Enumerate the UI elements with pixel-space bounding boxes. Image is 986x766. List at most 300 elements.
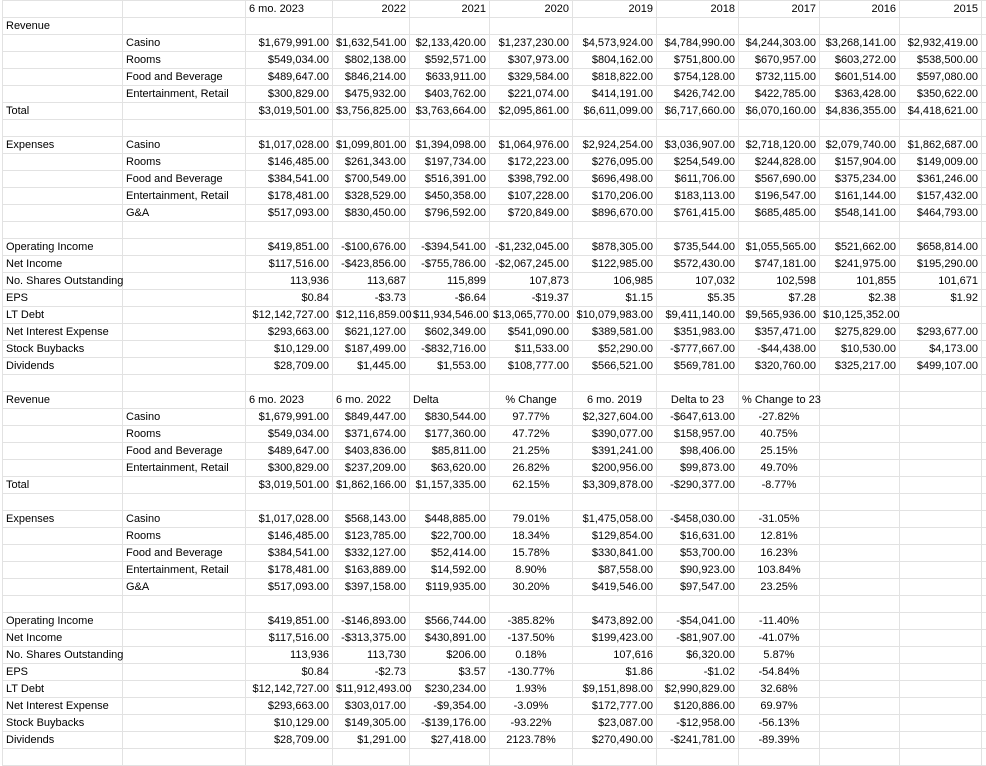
- value-cell[interactable]: $244,828.00: [739, 154, 820, 171]
- value-cell[interactable]: $3,756,825.00: [333, 103, 410, 120]
- value-cell[interactable]: $754,128.00: [657, 69, 739, 86]
- empty-cell[interactable]: [982, 409, 986, 426]
- value-cell[interactable]: -31.05%: [739, 511, 820, 528]
- value-cell[interactable]: $12,116,859.00: [333, 307, 410, 324]
- empty-cell[interactable]: [900, 392, 982, 409]
- value-cell[interactable]: $197,734.00: [410, 154, 490, 171]
- value-cell[interactable]: $6,717,660.00: [657, 103, 739, 120]
- value-cell[interactable]: $178,481.00: [246, 188, 333, 205]
- value-cell[interactable]: $384,541.00: [246, 545, 333, 562]
- row-sublabel-cell[interactable]: G&A: [123, 205, 246, 222]
- row-label-cell[interactable]: No. Shares Outstanding: [3, 273, 123, 290]
- empty-cell[interactable]: [900, 375, 982, 392]
- value-cell[interactable]: $4,573,924.00: [573, 35, 657, 52]
- value-cell[interactable]: -$241,781.00: [657, 732, 739, 749]
- value-cell[interactable]: 107,032: [657, 273, 739, 290]
- value-cell[interactable]: 1.93%: [490, 681, 573, 698]
- row-label-cell[interactable]: Revenue: [3, 392, 123, 409]
- row-sublabel-cell[interactable]: Entertainment, Retail: [123, 188, 246, 205]
- value-cell[interactable]: $4,784,990.00: [657, 35, 739, 52]
- value-cell[interactable]: $1,862,166.00: [333, 477, 410, 494]
- value-cell[interactable]: $1,017,028.00: [246, 511, 333, 528]
- value-cell[interactable]: -56.13%: [739, 715, 820, 732]
- value-cell[interactable]: $2,095,861.00: [490, 103, 573, 120]
- value-cell[interactable]: $804,162.00: [573, 52, 657, 69]
- value-cell[interactable]: $389,581.00: [573, 324, 657, 341]
- empty-cell[interactable]: [900, 222, 982, 239]
- value-cell[interactable]: $1,679,991.00: [246, 409, 333, 426]
- empty-cell[interactable]: [820, 443, 900, 460]
- empty-cell[interactable]: [820, 477, 900, 494]
- value-cell[interactable]: 18.34%: [490, 528, 573, 545]
- row-sublabel-cell[interactable]: Rooms: [123, 528, 246, 545]
- value-cell[interactable]: $363,428.00: [820, 86, 900, 103]
- empty-cell[interactable]: [900, 596, 982, 613]
- empty-cell[interactable]: [982, 324, 986, 341]
- value-cell[interactable]: $146,485.00: [246, 528, 333, 545]
- value-cell[interactable]: $293,663.00: [246, 698, 333, 715]
- value-cell[interactable]: $685,485.00: [739, 205, 820, 222]
- value-cell[interactable]: 97.77%: [490, 409, 573, 426]
- value-cell[interactable]: $761,415.00: [657, 205, 739, 222]
- value-cell[interactable]: $384,541.00: [246, 171, 333, 188]
- empty-cell[interactable]: [410, 596, 490, 613]
- empty-cell[interactable]: [246, 749, 333, 766]
- row-label-cell[interactable]: Operating Income: [3, 613, 123, 630]
- value-cell[interactable]: -$1,232,045.00: [490, 239, 573, 256]
- column-header-cell[interactable]: 6 mo. 2023: [246, 1, 333, 18]
- empty-cell[interactable]: [123, 120, 246, 137]
- column-header-cell[interactable]: 2022: [333, 1, 410, 18]
- empty-cell[interactable]: [490, 749, 573, 766]
- empty-cell[interactable]: [820, 426, 900, 443]
- row-sublabel-cell[interactable]: Entertainment, Retail: [123, 86, 246, 103]
- value-cell[interactable]: -$54,041.00: [657, 613, 739, 630]
- value-cell[interactable]: $2,133,420.00: [410, 35, 490, 52]
- value-cell[interactable]: $1,291.00: [333, 732, 410, 749]
- value-cell[interactable]: $397,158.00: [333, 579, 410, 596]
- value-cell[interactable]: $261,343.00: [333, 154, 410, 171]
- value-cell[interactable]: 32.68%: [739, 681, 820, 698]
- value-cell[interactable]: -$19.37: [490, 290, 573, 307]
- value-cell[interactable]: $241,975.00: [820, 256, 900, 273]
- row-label-cell[interactable]: Total: [3, 103, 123, 120]
- value-cell[interactable]: $9,151,898.00: [573, 681, 657, 698]
- value-cell[interactable]: 47.72%: [490, 426, 573, 443]
- empty-cell[interactable]: [982, 154, 986, 171]
- row-sublabel-cell[interactable]: Rooms: [123, 154, 246, 171]
- empty-cell[interactable]: [3, 35, 123, 52]
- value-cell[interactable]: $221,074.00: [490, 86, 573, 103]
- empty-cell[interactable]: [982, 375, 986, 392]
- value-cell[interactable]: $548,141.00: [820, 205, 900, 222]
- value-cell[interactable]: $9,565,936.00: [739, 307, 820, 324]
- empty-cell[interactable]: [123, 18, 246, 35]
- empty-cell[interactable]: [900, 664, 982, 681]
- value-cell[interactable]: $13,065,770.00: [490, 307, 573, 324]
- empty-cell[interactable]: [123, 749, 246, 766]
- empty-cell[interactable]: [820, 222, 900, 239]
- value-cell[interactable]: $0.84: [246, 664, 333, 681]
- value-cell[interactable]: $254,549.00: [657, 154, 739, 171]
- row-sublabel-cell[interactable]: Casino: [123, 137, 246, 154]
- value-cell[interactable]: -54.84%: [739, 664, 820, 681]
- empty-cell[interactable]: [820, 545, 900, 562]
- value-cell[interactable]: $11,912,493.00: [333, 681, 410, 698]
- value-cell[interactable]: $566,744.00: [410, 613, 490, 630]
- empty-cell[interactable]: [982, 477, 986, 494]
- value-cell[interactable]: $149,305.00: [333, 715, 410, 732]
- value-cell[interactable]: $146,485.00: [246, 154, 333, 171]
- empty-cell[interactable]: [410, 375, 490, 392]
- empty-cell[interactable]: [982, 188, 986, 205]
- empty-cell[interactable]: [982, 494, 986, 511]
- row-sublabel-cell[interactable]: Entertainment, Retail: [123, 460, 246, 477]
- row-sublabel-cell[interactable]: Entertainment, Retail: [123, 562, 246, 579]
- value-cell[interactable]: $7.28: [739, 290, 820, 307]
- row-label-cell[interactable]: Revenue: [3, 18, 123, 35]
- value-cell[interactable]: $419,851.00: [246, 239, 333, 256]
- empty-cell[interactable]: [982, 290, 986, 307]
- value-cell[interactable]: $430,891.00: [410, 630, 490, 647]
- value-cell[interactable]: $329,584.00: [490, 69, 573, 86]
- row-sublabel-cell[interactable]: Rooms: [123, 426, 246, 443]
- empty-cell[interactable]: [490, 596, 573, 613]
- value-cell[interactable]: $157,432.00: [900, 188, 982, 205]
- column-header-cell[interactable]: 2019: [573, 1, 657, 18]
- value-cell[interactable]: $1,099,801.00: [333, 137, 410, 154]
- empty-cell[interactable]: [982, 35, 986, 52]
- column-header-cell[interactable]: % Change to 23: [739, 392, 820, 409]
- value-cell[interactable]: $300,829.00: [246, 460, 333, 477]
- value-cell[interactable]: 107,616: [573, 647, 657, 664]
- value-cell[interactable]: $4,173.00: [900, 341, 982, 358]
- empty-cell[interactable]: [820, 460, 900, 477]
- value-cell[interactable]: $195,290.00: [900, 256, 982, 273]
- row-sublabel-cell[interactable]: Food and Beverage: [123, 545, 246, 562]
- value-cell[interactable]: $1,017,028.00: [246, 137, 333, 154]
- value-cell[interactable]: -$423,856.00: [333, 256, 410, 273]
- value-cell[interactable]: $3,019,501.00: [246, 103, 333, 120]
- empty-cell[interactable]: [573, 749, 657, 766]
- row-label-cell[interactable]: EPS: [3, 664, 123, 681]
- value-cell[interactable]: $1,632,541.00: [333, 35, 410, 52]
- empty-cell[interactable]: [3, 222, 123, 239]
- value-cell[interactable]: 103.84%: [739, 562, 820, 579]
- value-cell[interactable]: $4,244,303.00: [739, 35, 820, 52]
- value-cell[interactable]: $549,034.00: [246, 426, 333, 443]
- empty-cell[interactable]: [123, 698, 246, 715]
- empty-cell[interactable]: [900, 630, 982, 647]
- empty-cell[interactable]: [982, 698, 986, 715]
- value-cell[interactable]: -385.82%: [490, 613, 573, 630]
- empty-cell[interactable]: [900, 579, 982, 596]
- empty-cell[interactable]: [123, 103, 246, 120]
- empty-cell[interactable]: [3, 494, 123, 511]
- value-cell[interactable]: $390,077.00: [573, 426, 657, 443]
- value-cell[interactable]: $177,360.00: [410, 426, 490, 443]
- empty-cell[interactable]: [333, 494, 410, 511]
- empty-cell[interactable]: [573, 494, 657, 511]
- value-cell[interactable]: $12,142,727.00: [246, 307, 333, 324]
- value-cell[interactable]: $11,934,546.00: [410, 307, 490, 324]
- empty-cell[interactable]: [123, 307, 246, 324]
- value-cell[interactable]: $419,546.00: [573, 579, 657, 596]
- row-label-cell[interactable]: LT Debt: [3, 307, 123, 324]
- value-cell[interactable]: $489,647.00: [246, 69, 333, 86]
- value-cell[interactable]: $566,521.00: [573, 358, 657, 375]
- value-cell[interactable]: -$1.02: [657, 664, 739, 681]
- value-cell[interactable]: $3.57: [410, 664, 490, 681]
- empty-cell[interactable]: [123, 222, 246, 239]
- value-cell[interactable]: $1,445.00: [333, 358, 410, 375]
- value-cell[interactable]: $172,777.00: [573, 698, 657, 715]
- value-cell[interactable]: -$394,541.00: [410, 239, 490, 256]
- value-cell[interactable]: $200,956.00: [573, 460, 657, 477]
- empty-cell[interactable]: [900, 18, 982, 35]
- value-cell[interactable]: $325,217.00: [820, 358, 900, 375]
- empty-cell[interactable]: [982, 205, 986, 222]
- empty-cell[interactable]: [900, 460, 982, 477]
- value-cell[interactable]: $751,800.00: [657, 52, 739, 69]
- row-label-cell[interactable]: Expenses: [3, 137, 123, 154]
- value-cell[interactable]: $320,760.00: [739, 358, 820, 375]
- value-cell[interactable]: 15.78%: [490, 545, 573, 562]
- value-cell[interactable]: $0.84: [246, 290, 333, 307]
- empty-cell[interactable]: [123, 1, 246, 18]
- row-label-cell[interactable]: Net Interest Expense: [3, 698, 123, 715]
- empty-cell[interactable]: [900, 749, 982, 766]
- empty-cell[interactable]: [123, 358, 246, 375]
- empty-cell[interactable]: [982, 239, 986, 256]
- value-cell[interactable]: $4,418,621.00: [900, 103, 982, 120]
- empty-cell[interactable]: [820, 698, 900, 715]
- empty-cell[interactable]: [123, 596, 246, 613]
- value-cell[interactable]: $602,349.00: [410, 324, 490, 341]
- value-cell[interactable]: $846,214.00: [333, 69, 410, 86]
- empty-cell[interactable]: [982, 69, 986, 86]
- value-cell[interactable]: $414,191.00: [573, 86, 657, 103]
- empty-cell[interactable]: [3, 120, 123, 137]
- empty-cell[interactable]: [900, 715, 982, 732]
- empty-cell[interactable]: [333, 18, 410, 35]
- value-cell[interactable]: $275,829.00: [820, 324, 900, 341]
- empty-cell[interactable]: [982, 392, 986, 409]
- empty-cell[interactable]: [123, 647, 246, 664]
- value-cell[interactable]: $830,450.00: [333, 205, 410, 222]
- empty-cell[interactable]: [123, 290, 246, 307]
- value-cell[interactable]: -93.22%: [490, 715, 573, 732]
- empty-cell[interactable]: [820, 494, 900, 511]
- empty-cell[interactable]: [900, 307, 982, 324]
- empty-cell[interactable]: [490, 18, 573, 35]
- value-cell[interactable]: $611,706.00: [657, 171, 739, 188]
- value-cell[interactable]: $1,394,098.00: [410, 137, 490, 154]
- empty-cell[interactable]: [900, 426, 982, 443]
- value-cell[interactable]: -3.09%: [490, 698, 573, 715]
- value-cell[interactable]: -137.50%: [490, 630, 573, 647]
- value-cell[interactable]: $27,418.00: [410, 732, 490, 749]
- value-cell[interactable]: $108,777.00: [490, 358, 573, 375]
- value-cell[interactable]: $23,087.00: [573, 715, 657, 732]
- empty-cell[interactable]: [982, 732, 986, 749]
- value-cell[interactable]: $157,904.00: [820, 154, 900, 171]
- empty-cell[interactable]: [982, 681, 986, 698]
- empty-cell[interactable]: [3, 460, 123, 477]
- empty-cell[interactable]: [982, 52, 986, 69]
- value-cell[interactable]: $206.00: [410, 647, 490, 664]
- value-cell[interactable]: $670,957.00: [739, 52, 820, 69]
- value-cell[interactable]: 30.20%: [490, 579, 573, 596]
- row-sublabel-cell[interactable]: Casino: [123, 511, 246, 528]
- row-label-cell[interactable]: LT Debt: [3, 681, 123, 698]
- value-cell[interactable]: $307,973.00: [490, 52, 573, 69]
- empty-cell[interactable]: [820, 120, 900, 137]
- empty-cell[interactable]: [123, 239, 246, 256]
- value-cell[interactable]: $120,886.00: [657, 698, 739, 715]
- empty-cell[interactable]: [333, 749, 410, 766]
- value-cell[interactable]: $183,113.00: [657, 188, 739, 205]
- empty-cell[interactable]: [982, 749, 986, 766]
- empty-cell[interactable]: [123, 494, 246, 511]
- value-cell[interactable]: -$755,786.00: [410, 256, 490, 273]
- value-cell[interactable]: $896,670.00: [573, 205, 657, 222]
- value-cell[interactable]: 23.25%: [739, 579, 820, 596]
- value-cell[interactable]: -$146,893.00: [333, 613, 410, 630]
- empty-cell[interactable]: [657, 494, 739, 511]
- empty-cell[interactable]: [982, 358, 986, 375]
- value-cell[interactable]: $1,055,565.00: [739, 239, 820, 256]
- empty-cell[interactable]: [573, 18, 657, 35]
- value-cell[interactable]: $351,983.00: [657, 324, 739, 341]
- value-cell[interactable]: $569,781.00: [657, 358, 739, 375]
- value-cell[interactable]: $187,499.00: [333, 341, 410, 358]
- empty-cell[interactable]: [982, 426, 986, 443]
- empty-cell[interactable]: [123, 732, 246, 749]
- value-cell[interactable]: $592,571.00: [410, 52, 490, 69]
- row-label-cell[interactable]: No. Shares Outstanding: [3, 647, 123, 664]
- empty-cell[interactable]: [900, 613, 982, 630]
- value-cell[interactable]: $375,234.00: [820, 171, 900, 188]
- empty-cell[interactable]: [123, 630, 246, 647]
- empty-cell[interactable]: [739, 222, 820, 239]
- value-cell[interactable]: $122,985.00: [573, 256, 657, 273]
- empty-cell[interactable]: [739, 375, 820, 392]
- value-cell[interactable]: 8.90%: [490, 562, 573, 579]
- empty-cell[interactable]: [410, 749, 490, 766]
- value-cell[interactable]: $5.35: [657, 290, 739, 307]
- value-cell[interactable]: $6,611,099.00: [573, 103, 657, 120]
- empty-cell[interactable]: [900, 120, 982, 137]
- value-cell[interactable]: $419,851.00: [246, 613, 333, 630]
- empty-cell[interactable]: [820, 630, 900, 647]
- value-cell[interactable]: $1,553.00: [410, 358, 490, 375]
- empty-cell[interactable]: [982, 341, 986, 358]
- empty-cell[interactable]: [3, 52, 123, 69]
- value-cell[interactable]: $475,932.00: [333, 86, 410, 103]
- value-cell[interactable]: $499,107.00: [900, 358, 982, 375]
- value-cell[interactable]: -$290,377.00: [657, 477, 739, 494]
- empty-cell[interactable]: [982, 120, 986, 137]
- row-sublabel-cell[interactable]: G&A: [123, 579, 246, 596]
- value-cell[interactable]: $28,709.00: [246, 358, 333, 375]
- value-cell[interactable]: $10,129.00: [246, 341, 333, 358]
- empty-cell[interactable]: [982, 273, 986, 290]
- row-label-cell[interactable]: Total: [3, 477, 123, 494]
- value-cell[interactable]: -$777,667.00: [657, 341, 739, 358]
- value-cell[interactable]: $63,620.00: [410, 460, 490, 477]
- empty-cell[interactable]: [333, 596, 410, 613]
- value-cell[interactable]: $567,690.00: [739, 171, 820, 188]
- row-label-cell[interactable]: Stock Buybacks: [3, 341, 123, 358]
- empty-cell[interactable]: [3, 375, 123, 392]
- value-cell[interactable]: $149,009.00: [900, 154, 982, 171]
- empty-cell[interactable]: [820, 511, 900, 528]
- column-header-cell[interactable]: 2017: [739, 1, 820, 18]
- empty-cell[interactable]: [657, 749, 739, 766]
- value-cell[interactable]: $52,290.00: [573, 341, 657, 358]
- value-cell[interactable]: $1,679,991.00: [246, 35, 333, 52]
- empty-cell[interactable]: [246, 120, 333, 137]
- value-cell[interactable]: $464,793.00: [900, 205, 982, 222]
- empty-cell[interactable]: [3, 86, 123, 103]
- empty-cell[interactable]: [123, 715, 246, 732]
- value-cell[interactable]: $123,785.00: [333, 528, 410, 545]
- empty-cell[interactable]: [900, 494, 982, 511]
- value-cell[interactable]: $161,144.00: [820, 188, 900, 205]
- value-cell[interactable]: $2,924,254.00: [573, 137, 657, 154]
- value-cell[interactable]: 113,936: [246, 647, 333, 664]
- value-cell[interactable]: $6,070,160.00: [739, 103, 820, 120]
- empty-cell[interactable]: [900, 511, 982, 528]
- empty-cell[interactable]: [123, 341, 246, 358]
- value-cell[interactable]: $2,932,419.00: [900, 35, 982, 52]
- value-cell[interactable]: $52,414.00: [410, 545, 490, 562]
- value-cell[interactable]: $293,663.00: [246, 324, 333, 341]
- empty-cell[interactable]: [900, 732, 982, 749]
- value-cell[interactable]: 101,671: [900, 273, 982, 290]
- value-cell[interactable]: $85,811.00: [410, 443, 490, 460]
- empty-cell[interactable]: [982, 222, 986, 239]
- value-cell[interactable]: -27.82%: [739, 409, 820, 426]
- value-cell[interactable]: $99,873.00: [657, 460, 739, 477]
- value-cell[interactable]: $473,892.00: [573, 613, 657, 630]
- row-label-cell[interactable]: Stock Buybacks: [3, 715, 123, 732]
- value-cell[interactable]: $98,406.00: [657, 443, 739, 460]
- column-header-cell[interactable]: 2016: [820, 1, 900, 18]
- empty-cell[interactable]: [820, 749, 900, 766]
- empty-cell[interactable]: [3, 443, 123, 460]
- value-cell[interactable]: $4,836,355.00: [820, 103, 900, 120]
- value-cell[interactable]: $538,500.00: [900, 52, 982, 69]
- value-cell[interactable]: $9,411,140.00: [657, 307, 739, 324]
- value-cell[interactable]: 69.97%: [739, 698, 820, 715]
- empty-cell[interactable]: [739, 494, 820, 511]
- value-cell[interactable]: $3,268,141.00: [820, 35, 900, 52]
- empty-cell[interactable]: [982, 171, 986, 188]
- column-header-cell[interactable]: 6 mo. 2023: [246, 392, 333, 409]
- value-cell[interactable]: $422,785.00: [739, 86, 820, 103]
- column-header-cell[interactable]: 2015: [900, 1, 982, 18]
- value-cell[interactable]: 16.23%: [739, 545, 820, 562]
- row-sublabel-cell[interactable]: Rooms: [123, 52, 246, 69]
- empty-cell[interactable]: [3, 749, 123, 766]
- value-cell[interactable]: $178,481.00: [246, 562, 333, 579]
- empty-cell[interactable]: [900, 477, 982, 494]
- value-cell[interactable]: $398,792.00: [490, 171, 573, 188]
- row-label-cell[interactable]: EPS: [3, 290, 123, 307]
- empty-cell[interactable]: [3, 154, 123, 171]
